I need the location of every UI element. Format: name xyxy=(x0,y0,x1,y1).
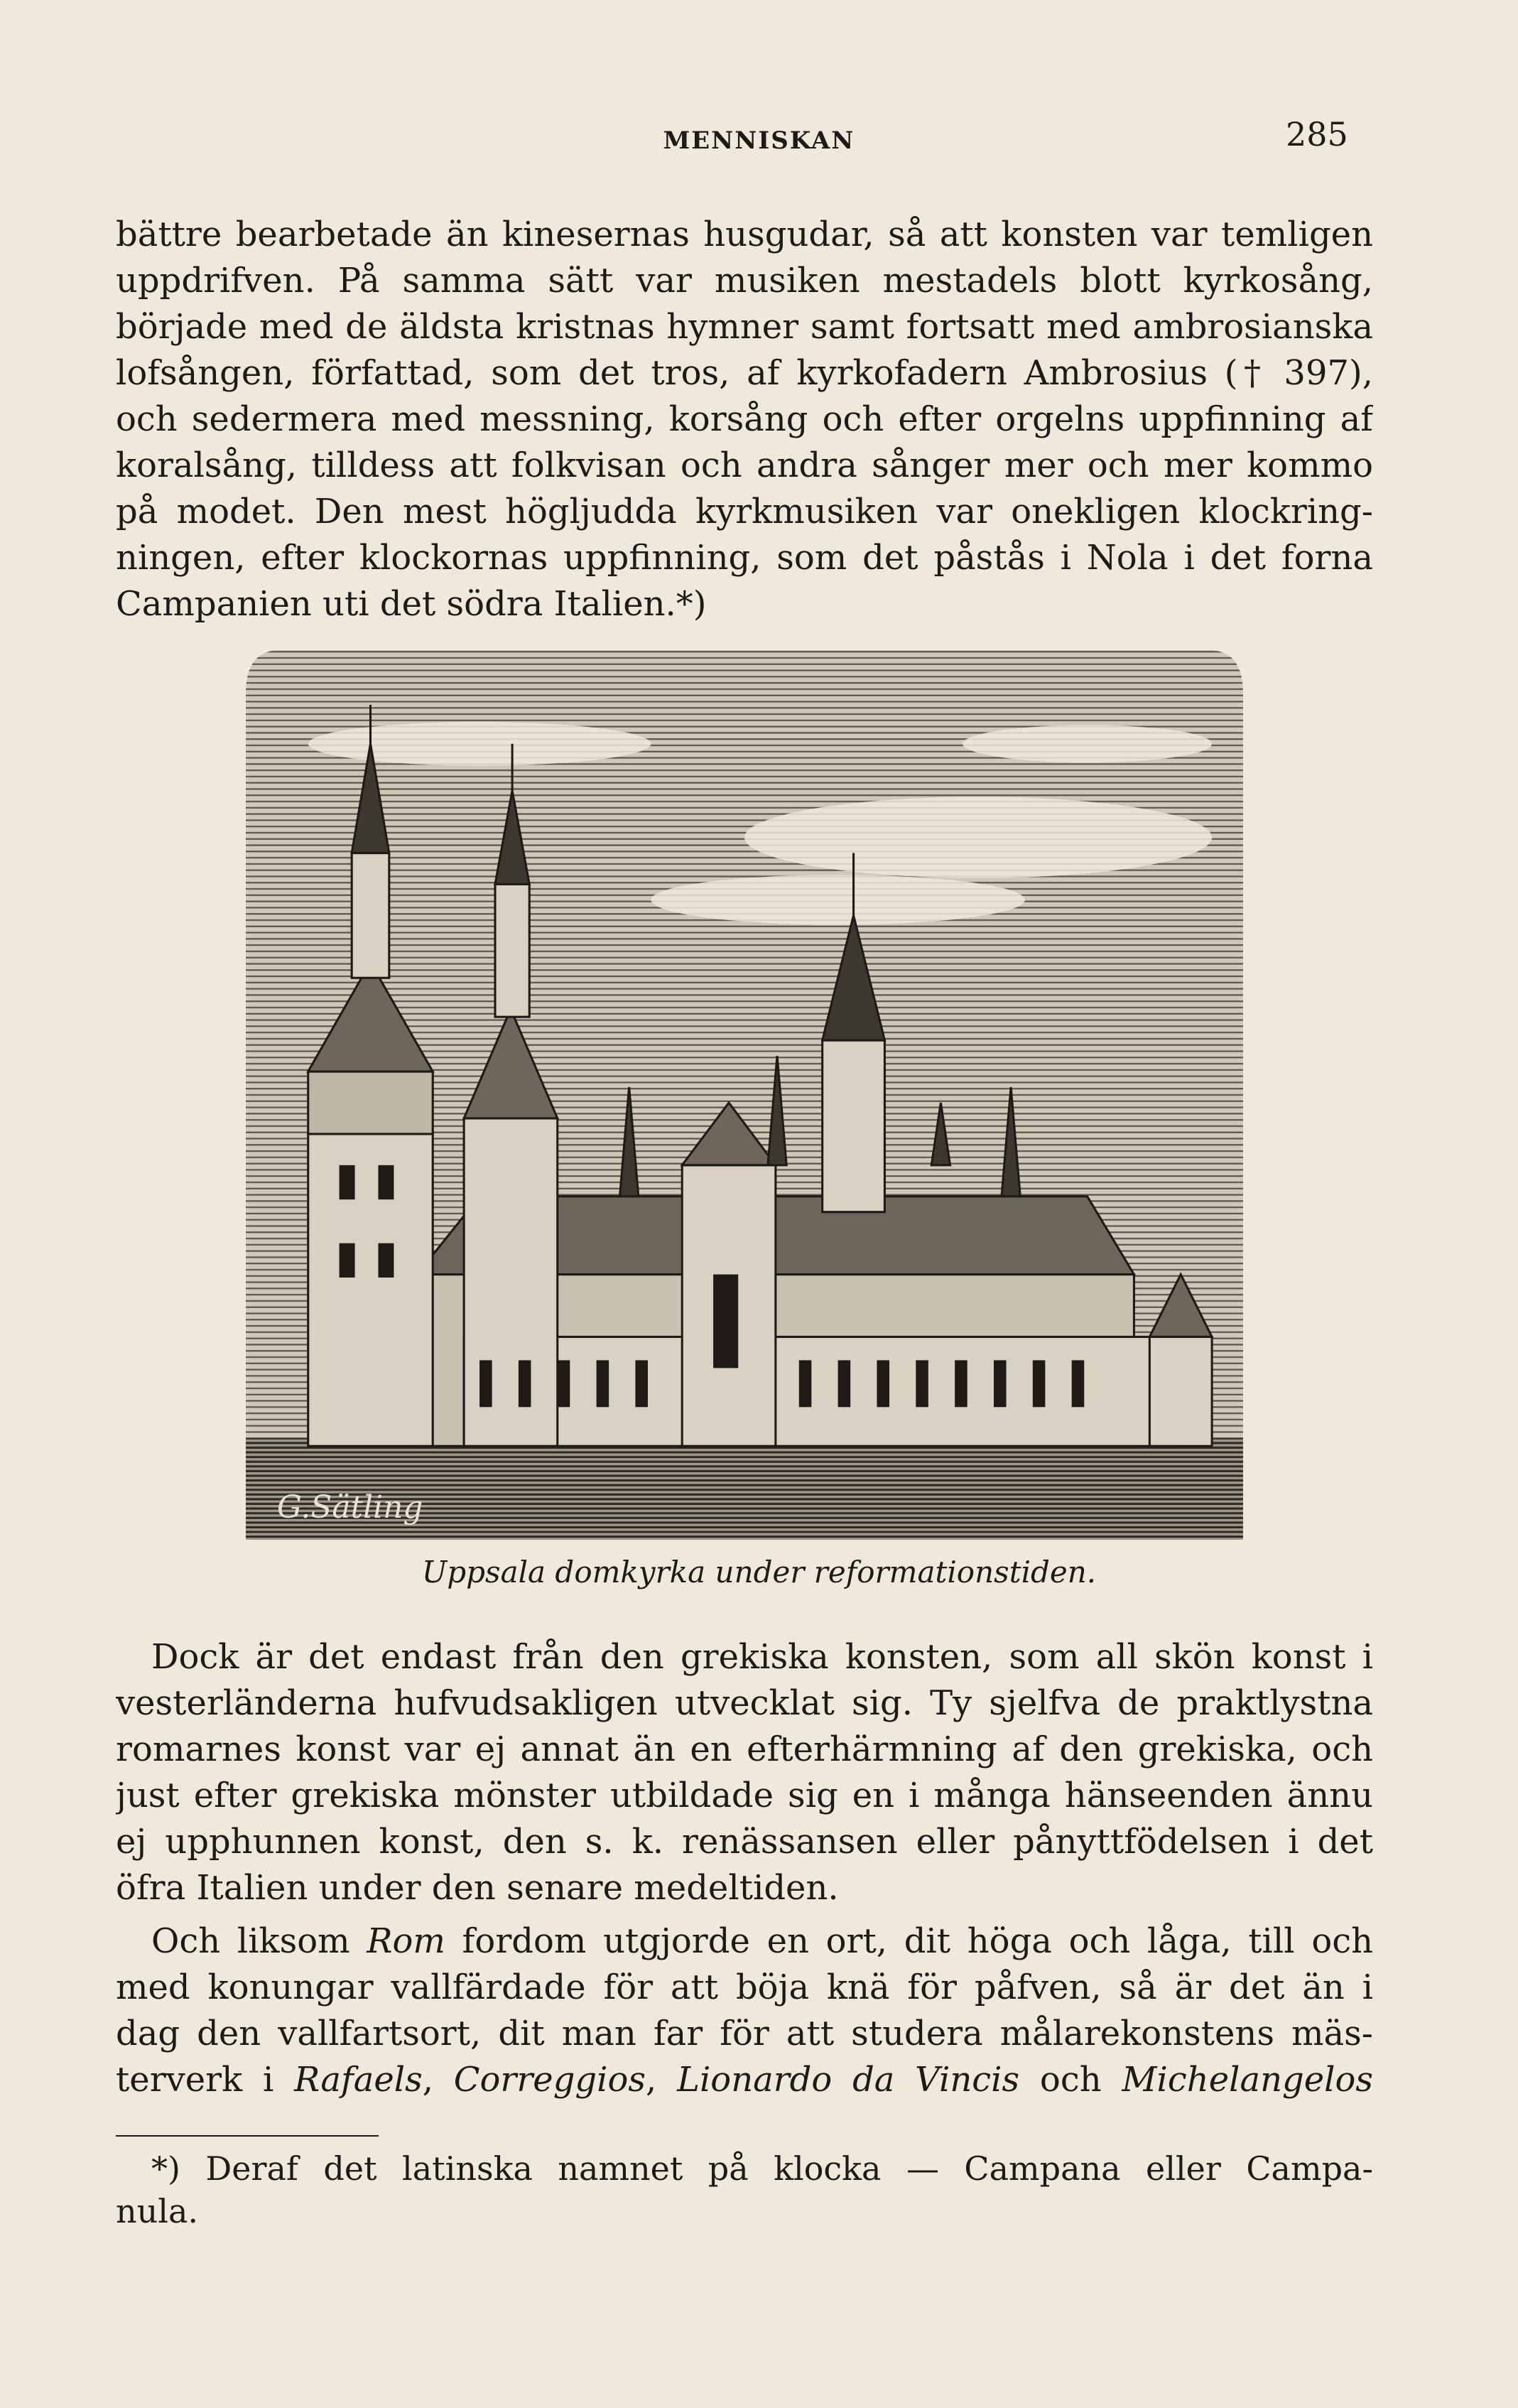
engraver-signature: G.Sätling xyxy=(276,1489,423,1526)
text-run: Och liksom xyxy=(151,1921,367,1961)
engraving-illustration xyxy=(246,650,1243,1540)
italic-artist-name: Correggios xyxy=(453,2060,646,2100)
page-number: 285 xyxy=(1286,115,1348,153)
text-line xyxy=(116,2057,1373,2103)
footnote xyxy=(116,2147,1373,2232)
text-line: uppdrifven. På samma sätt var musiken mestadels blott kyrkosång, xyxy=(116,261,1373,301)
text-line: öfra Italien under den senare medeltiden. xyxy=(116,1868,839,1908)
text-line: just efter grekiska mönster utbildade sig en i många hänseenden ännu xyxy=(116,1776,1373,1815)
paragraph-1 xyxy=(116,212,1373,627)
text-line: koralsång, tilldess att folkvisan och andra sånger mer och mer kommo xyxy=(116,446,1373,485)
italic-place-name: Rom xyxy=(367,1921,445,1961)
footnote-line: *) Deraf det latinska namnet på klocka — Campana eller Campa- xyxy=(151,2149,1373,2188)
text-line: ningen, efter klockornas uppfinning, som det påstås i Nola i det forna xyxy=(116,538,1373,578)
text-line: på modet. Den mest högljudda kyrkmusiken var onekligen klockring- xyxy=(116,492,1373,531)
text-line: med konungar vallfärdade för att böja knä för påfven, så är det än i xyxy=(116,1967,1373,2007)
footnote-line: nula. xyxy=(116,2192,199,2230)
text-line: romarnes konst var ej annat än en efterhärmning af den grekiska, och xyxy=(116,1729,1373,1769)
paragraph-3 xyxy=(116,1918,1373,2103)
text-line: lofsången, författad, som det tros, af kyrkofadern Ambrosius († 397), xyxy=(116,353,1373,393)
text-line: ej upphunnen konst, den s. k. renässansen eller pånyttfödelsen i det xyxy=(116,1822,1373,1862)
text-run: terverk i xyxy=(116,2060,295,2100)
text-line: bättre bearbetade än kinesernas husgudar, så att konsten var temligen xyxy=(116,215,1373,254)
text-line: Campanien uti det södra Italien.*) xyxy=(116,584,707,624)
text-run: , xyxy=(646,2060,678,2100)
cathedral-engraving xyxy=(246,650,1243,1540)
running-head: MENNISKAN xyxy=(663,126,855,155)
italic-artist-name: Michelangelos xyxy=(1122,2060,1373,2100)
text-line: vesterländerna hufvudsakligen utvecklat sig. Ty sjelfva de praktlystna xyxy=(116,1683,1373,1723)
text-line: dag den vallfartsort, dit man far för att studera målarekonstens mäs- xyxy=(116,2014,1373,2053)
figure-caption: Uppsala domkyrka under reformationstiden. xyxy=(421,1555,1097,1589)
text-line: började med de äldsta kristnas hymner samt fortsatt med ambrosianska xyxy=(116,307,1373,347)
text-line: Dock är det endast från den grekiska konsten, som all skön konst i xyxy=(151,1637,1373,1677)
text-run: och xyxy=(1019,2060,1122,2100)
text-line: och sedermera med messning, korsång och efter orgelns uppfinning af xyxy=(116,399,1373,439)
paragraph-2 xyxy=(116,1634,1373,1911)
text-line xyxy=(116,1918,1373,1965)
text-run: , xyxy=(422,2060,454,2100)
italic-artist-name: Rafaels xyxy=(294,2060,423,2100)
text-run: fordom utgjorde en ort, dit höga och låga, till och xyxy=(445,1921,1373,1961)
footnote-rule xyxy=(116,2135,379,2137)
italic-artist-name: Lionardo da Vincis xyxy=(677,2060,1020,2100)
